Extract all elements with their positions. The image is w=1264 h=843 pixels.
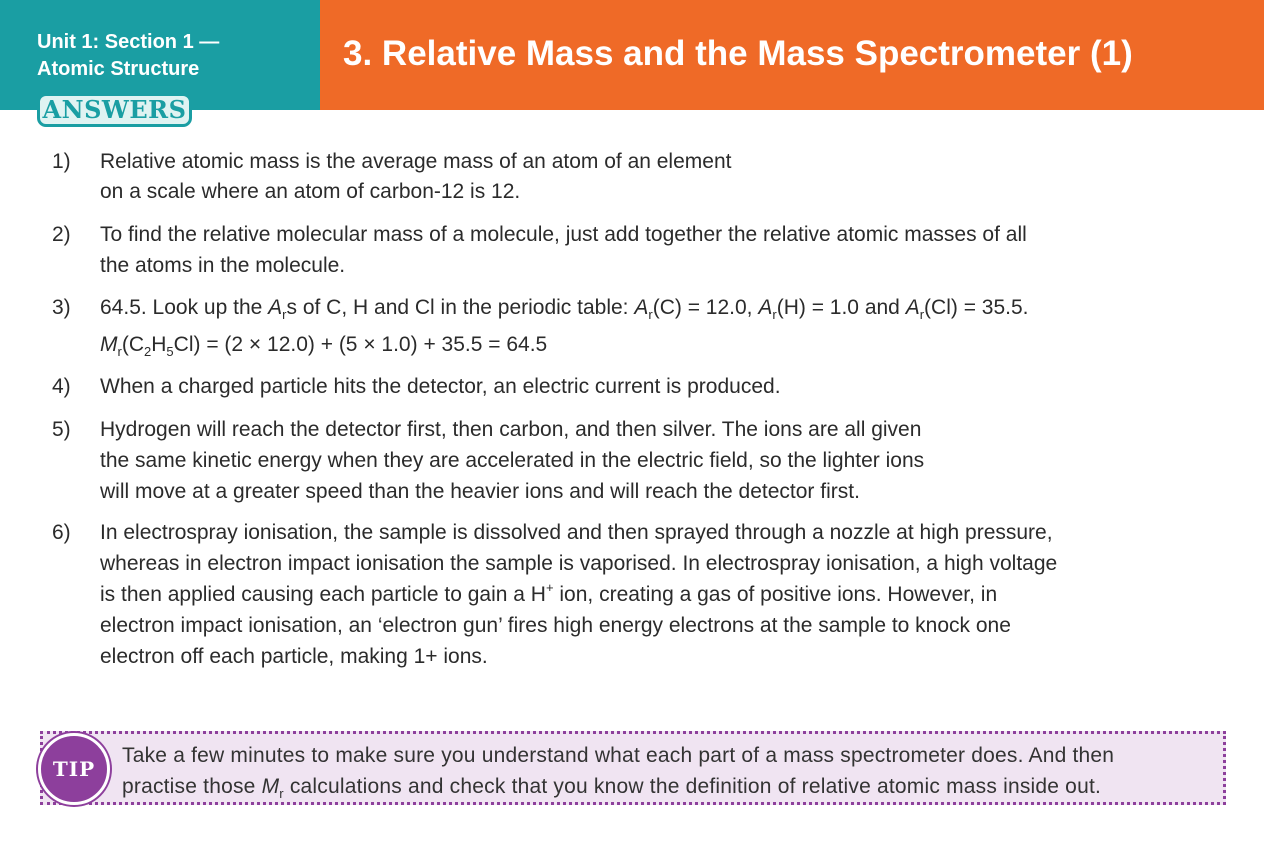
text-run: ion, creating a gas of positive ions. However, in — [553, 583, 998, 606]
text-run: (C) = 12.0, — [652, 296, 759, 319]
subscript-2: 2 — [144, 344, 152, 359]
answer-number: 3) — [52, 296, 71, 319]
subscript-r: r — [919, 307, 925, 322]
text-run: (H) = 1.0 and — [776, 296, 906, 319]
answer-text-line: whereas in electron impact ionisation the sample is vaporised. In electrospray ionisation, a high voltage — [100, 552, 1058, 575]
subscript-r: r — [282, 307, 287, 322]
tip-text-line: Take a few minutes to make sure you understand what each part of a mass spectrometer does. And then — [122, 744, 1115, 767]
text-run: calculations and check that you know the definition of relative atomic mass inside out. — [283, 775, 1102, 798]
answer-text-line — [100, 296, 1029, 320]
answer-text-line: When a charged particle hits the detector, an electric current is produced. — [100, 375, 781, 398]
answer-text-line: on a scale where an atom of carbon-12 is 12. — [100, 180, 521, 203]
answer-text-line — [100, 580, 998, 607]
subscript-r: r — [648, 307, 653, 322]
answer-text-line: electron impact ionisation, an ‘electron gun’ fires high energy electrons at the sample to knock one — [100, 614, 1011, 637]
tip-badge — [38, 733, 110, 805]
answer-number: 5) — [52, 418, 71, 441]
symbol-m: M — [261, 775, 280, 798]
section-label-line1: Unit 1: Section 1 — — [37, 31, 220, 53]
answer-number: 1) — [52, 150, 71, 173]
symbol-a: A — [268, 296, 283, 319]
text-run: s of C, H and Cl in the periodic table: — [286, 296, 635, 319]
symbol-a: A — [758, 296, 773, 319]
tip-text-line — [122, 775, 1101, 799]
answer-text-line: electron off each particle, making 1+ ions. — [100, 645, 488, 668]
answer-text-line: the same kinetic energy when they are accelerated in the electric field, so the lighter ions — [100, 449, 925, 472]
page-title: 3. Relative Mass and the Mass Spectrometer (1) — [343, 34, 1133, 73]
text-run: (Cl) = 35.5. — [924, 296, 1029, 319]
answers-badge: ANSWERS — [37, 93, 192, 127]
answer-text-line — [100, 333, 547, 357]
text-run: Cl) = (2 × 12.0) + (5 × 1.0) + 35.5 = 64.5 — [173, 333, 548, 356]
answer-text-line: Hydrogen will reach the detector first, then carbon, and then silver. The ions are all given — [100, 418, 922, 441]
answer-number: 6) — [52, 521, 71, 544]
answer-number: 2) — [52, 223, 71, 246]
subscript-r: r — [117, 344, 122, 359]
text-run: is then applied causing each particle to gain a H — [100, 583, 546, 606]
symbol-a: A — [634, 296, 649, 319]
subscript-5: 5 — [166, 344, 174, 359]
answer-text-line: will move at a greater speed than the heavier ions and will reach the detector first. — [100, 480, 860, 503]
symbol-m: M — [100, 333, 118, 356]
answer-text-line: the atoms in the molecule. — [100, 254, 346, 277]
text-run: (C — [121, 333, 145, 356]
text-run: 64.5. Look up the — [100, 296, 269, 319]
text-run: practise those — [122, 775, 262, 798]
answer-text-line: In electrospray ionisation, the sample is dissolved and then sprayed through a nozzle at high pressure, — [100, 521, 1053, 544]
answer-text-line: To find the relative molecular mass of a molecule, just add together the relative atomic masses of all — [100, 223, 1027, 246]
subscript-r: r — [772, 307, 777, 322]
answer-text-line: Relative atomic mass is the average mass of an atom of an element — [100, 150, 732, 173]
symbol-a: A — [905, 296, 920, 319]
section-label-line2: Atomic Structure — [37, 58, 200, 80]
subscript-r: r — [279, 786, 284, 801]
text-run: H — [151, 333, 167, 356]
superscript-plus: + — [545, 580, 554, 595]
tip-badge-label: TIP — [52, 757, 96, 781]
answer-number: 4) — [52, 375, 71, 398]
